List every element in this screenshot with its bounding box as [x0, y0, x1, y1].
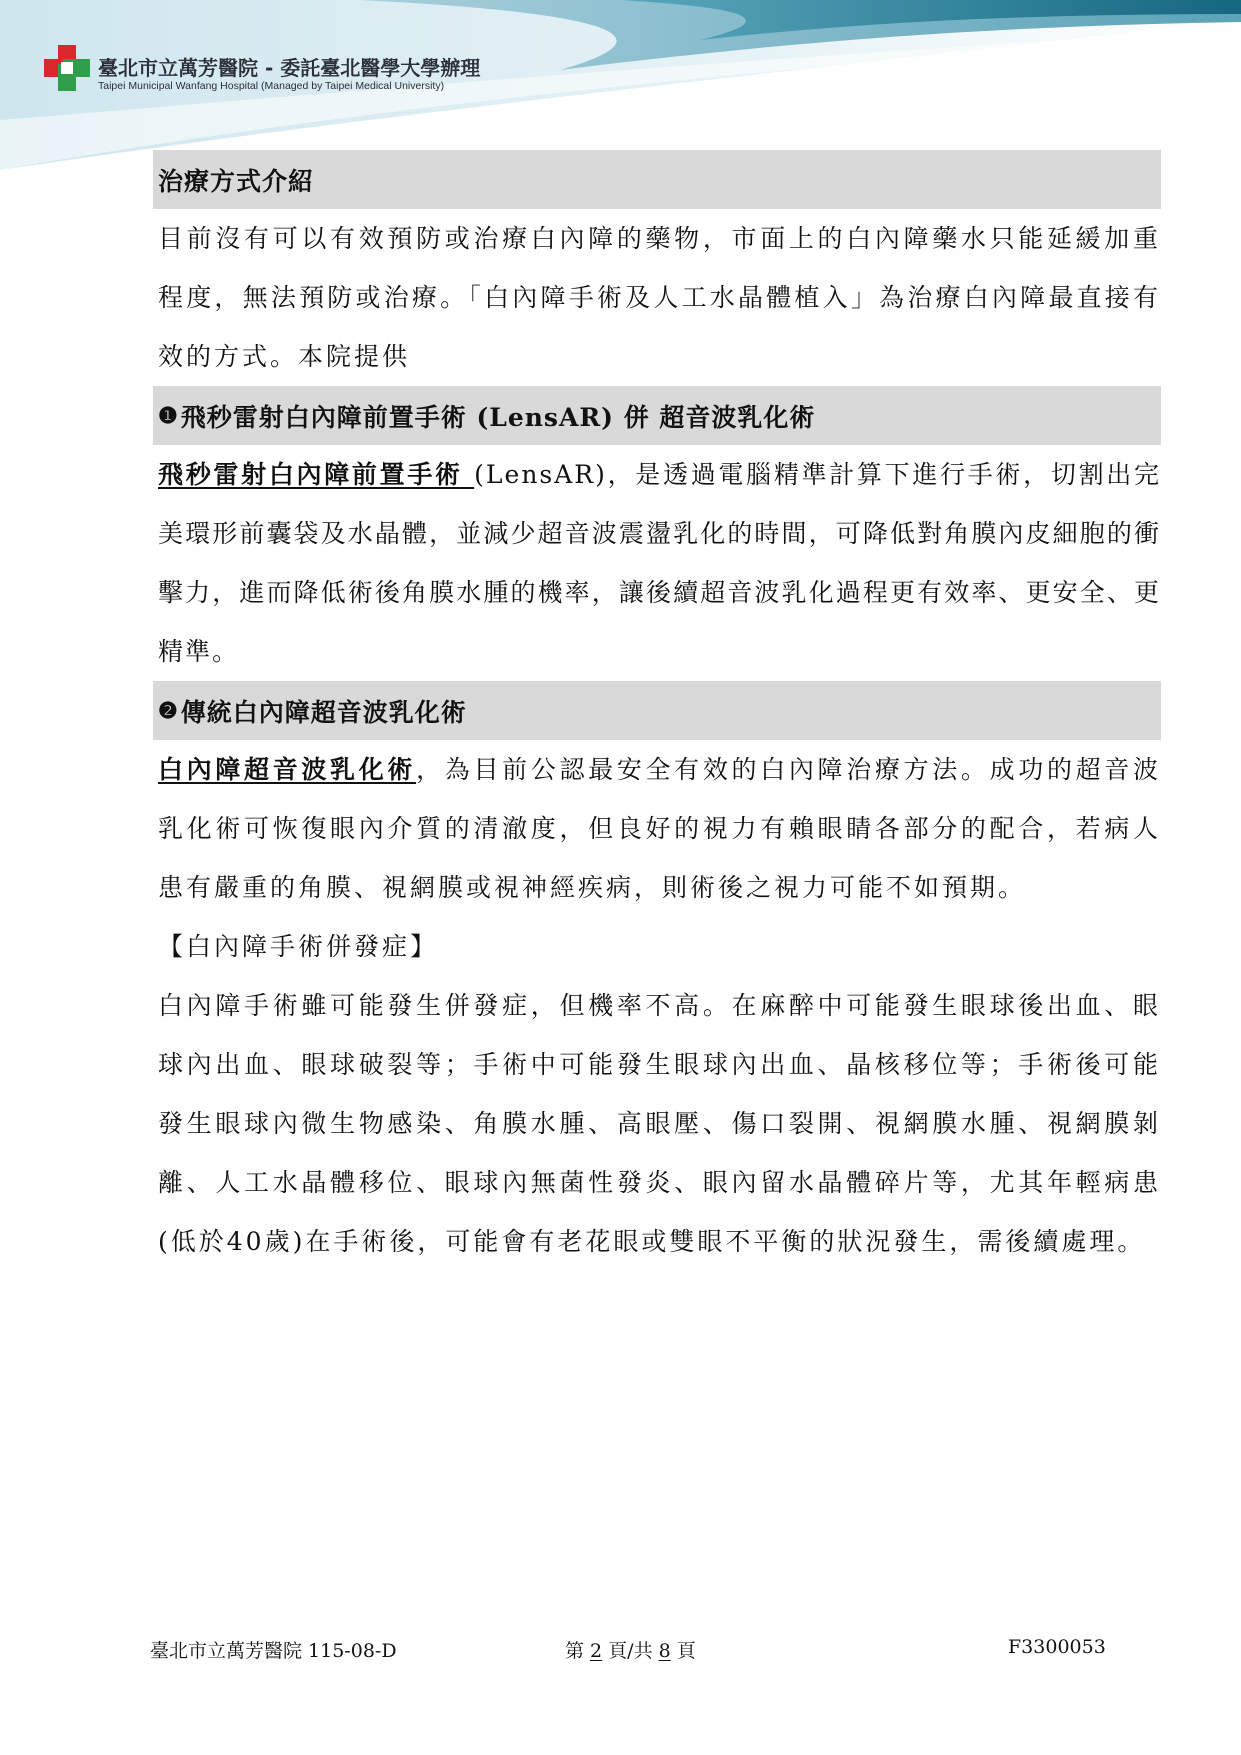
- laser-term: 飛秒雷射白內障前置手術: [158, 460, 475, 489]
- hospital-name-en: Taipei Municipal Wanfang Hospital (Managed by Taipei Medical University): [98, 80, 445, 92]
- complications-heading: 【白內障手術併發症】: [158, 932, 439, 961]
- section-heading-treatment: [153, 150, 1161, 209]
- section-heading-phaco: [153, 681, 1161, 740]
- bullet-one-icon: ❶: [158, 402, 179, 429]
- footer-form-code: F3300053: [1008, 1636, 1106, 1658]
- footer-doc-id: 臺北市立萬芳醫院 115-08-D: [150, 1640, 397, 1662]
- treatment-intro-paragraph: 目前沒有可以有效預防或治療白內障的藥物，市面上的白內障藥水只能延緩加重程度，無法預防或治療。「白內障手術及人工水晶體植入」為治療白內障最直接有效的方式。本院提供: [158, 224, 1161, 371]
- page-prefix: 第: [565, 1640, 591, 1662]
- phaco-paragraph: [153, 740, 1161, 917]
- laser-body: (LensAR)，是透過電腦精準計算下進行手術，切割出完美環形前囊袋及水晶體，並減少超音波震盪乳化的時間，可降低對角膜內皮細胞的衝擊力，進而降低術後角膜水腫的機率，讓後續超音波乳化過程更有效率、更安全、更精準。: [158, 460, 1161, 666]
- page-suffix: 頁: [670, 1640, 696, 1662]
- bullet-two-icon: ❷: [158, 697, 179, 724]
- phaco-term: 白內障超音波乳化術: [158, 755, 417, 784]
- phaco-body: ，為目前公認最安全有效的白內障治療方法。成功的超音波乳化術可恢復眼內介質的清澈度，但良好的視力有賴眼睛各部分的配合，若病人患有嚴重的角膜、視網膜或視神經疾病，則術後之視力可能不如預期。: [158, 755, 1161, 902]
- page-mid: 頁/共: [602, 1640, 659, 1662]
- section-title: 傳統白內障超音波乳化術: [180, 697, 467, 727]
- page-current: 2: [590, 1640, 603, 1662]
- hospital-logo: [44, 45, 90, 91]
- footer-page-number: [565, 1636, 696, 1663]
- section-title: 飛秒雷射白內障前置手術 (LensAR) 併 超音波乳化術: [180, 402, 816, 432]
- hospital-name: 臺北市立萬芳醫院 - 委託臺北醫學大學辦理: [98, 56, 481, 80]
- page-total: 8: [658, 1640, 671, 1662]
- section-title: 治療方式介紹: [158, 166, 315, 196]
- complications-paragraph: 白內障手術雖可能發生併發症，但機率不高。在麻醉中可能發生眼球後出血、眼球內出血、眼球破裂等；手術中可能發生眼球內出血、晶核移位等；手術後可能發生眼球內微生物感染、角膜水腫、高眼壓、傷口裂開、視網膜水腫、視網膜剝離、人工水晶體移位、眼球內無菌性發炎、眼內留水晶體碎片等，尤其年輕病患(低於40歲)在手術後，可能會有老花眼或雙眼不平衡的狀況發生，需後續處理。: [158, 991, 1161, 1256]
- section-heading-laser: [153, 386, 1161, 445]
- laser-paragraph: [153, 445, 1161, 681]
- document-body: [153, 150, 1161, 1271]
